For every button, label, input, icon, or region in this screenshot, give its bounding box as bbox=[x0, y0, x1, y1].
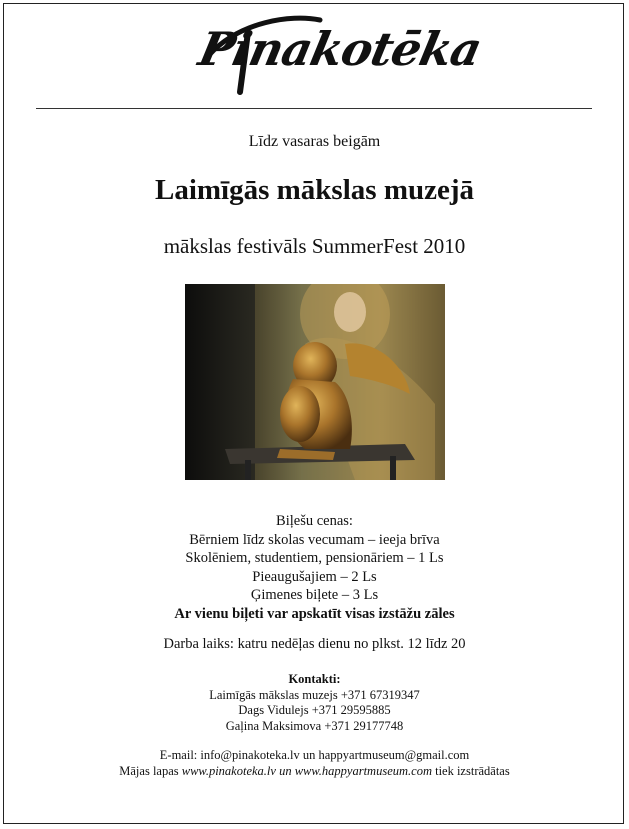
header-divider bbox=[36, 108, 592, 109]
web-prefix: Mājas lapas bbox=[119, 763, 182, 778]
web-separator: un bbox=[275, 763, 295, 778]
opening-hours: Darba laiks: katru nedēļas dienu no plkst. 12 līdz 20 bbox=[163, 636, 466, 652]
website-link-happyart[interactable]: www.happyartmuseum.com bbox=[294, 763, 432, 778]
contact-line: Gaļina Maksimova +371 29177748 bbox=[225, 718, 404, 733]
price-item: Skolēniem, studentiem, pensionāriem – 1 Ls bbox=[185, 550, 444, 566]
prices-heading: Biļešu cenas: bbox=[276, 513, 353, 529]
website-link-pinakoteka[interactable]: www.pinakoteka.lv bbox=[181, 763, 276, 778]
price-item: Bērniem līdz skolas vecumam – ieeja brīva bbox=[189, 531, 440, 548]
festival-line: mākslas festivāls SummerFest 2010 bbox=[163, 234, 466, 258]
price-item: Ģimenes biļete – 3 Ls bbox=[250, 587, 379, 603]
sculpture-photo bbox=[185, 284, 445, 480]
ticket-prices bbox=[0, 512, 629, 623]
web-suffix: tiek izstrādātas bbox=[431, 763, 510, 778]
website-line bbox=[0, 764, 629, 780]
email-separator: un bbox=[299, 748, 319, 762]
email-link-info[interactable]: info@pinakoteka.lv bbox=[200, 748, 300, 762]
ticket-note: Ar vienu biļeti var apskatīt visas izstāžu zāles bbox=[174, 605, 455, 622]
pinakoteka-logo bbox=[194, 12, 486, 97]
price-item: Pieaugušajiem – 2 Ls bbox=[252, 568, 377, 585]
logo-text: Pinakotēka bbox=[194, 22, 486, 76]
email-prefix: E-mail: bbox=[159, 748, 201, 762]
contact-line: Laimīgās mākslas muzejs +371 67319347 bbox=[209, 687, 420, 702]
footer bbox=[0, 748, 629, 779]
contacts-heading: Kontakti: bbox=[288, 672, 341, 686]
contacts bbox=[0, 672, 629, 734]
email-link-happyart[interactable]: happyartmuseum@gmail.com bbox=[318, 748, 470, 762]
contact-line: Dags Vidulejs +371 29595885 bbox=[238, 703, 391, 717]
sculpture-photo-art bbox=[185, 284, 445, 480]
email-line bbox=[0, 748, 629, 764]
page-title: Laimīgās mākslas muzejā bbox=[155, 174, 474, 206]
subtitle: Līdz vasaras beigām bbox=[248, 133, 381, 150]
